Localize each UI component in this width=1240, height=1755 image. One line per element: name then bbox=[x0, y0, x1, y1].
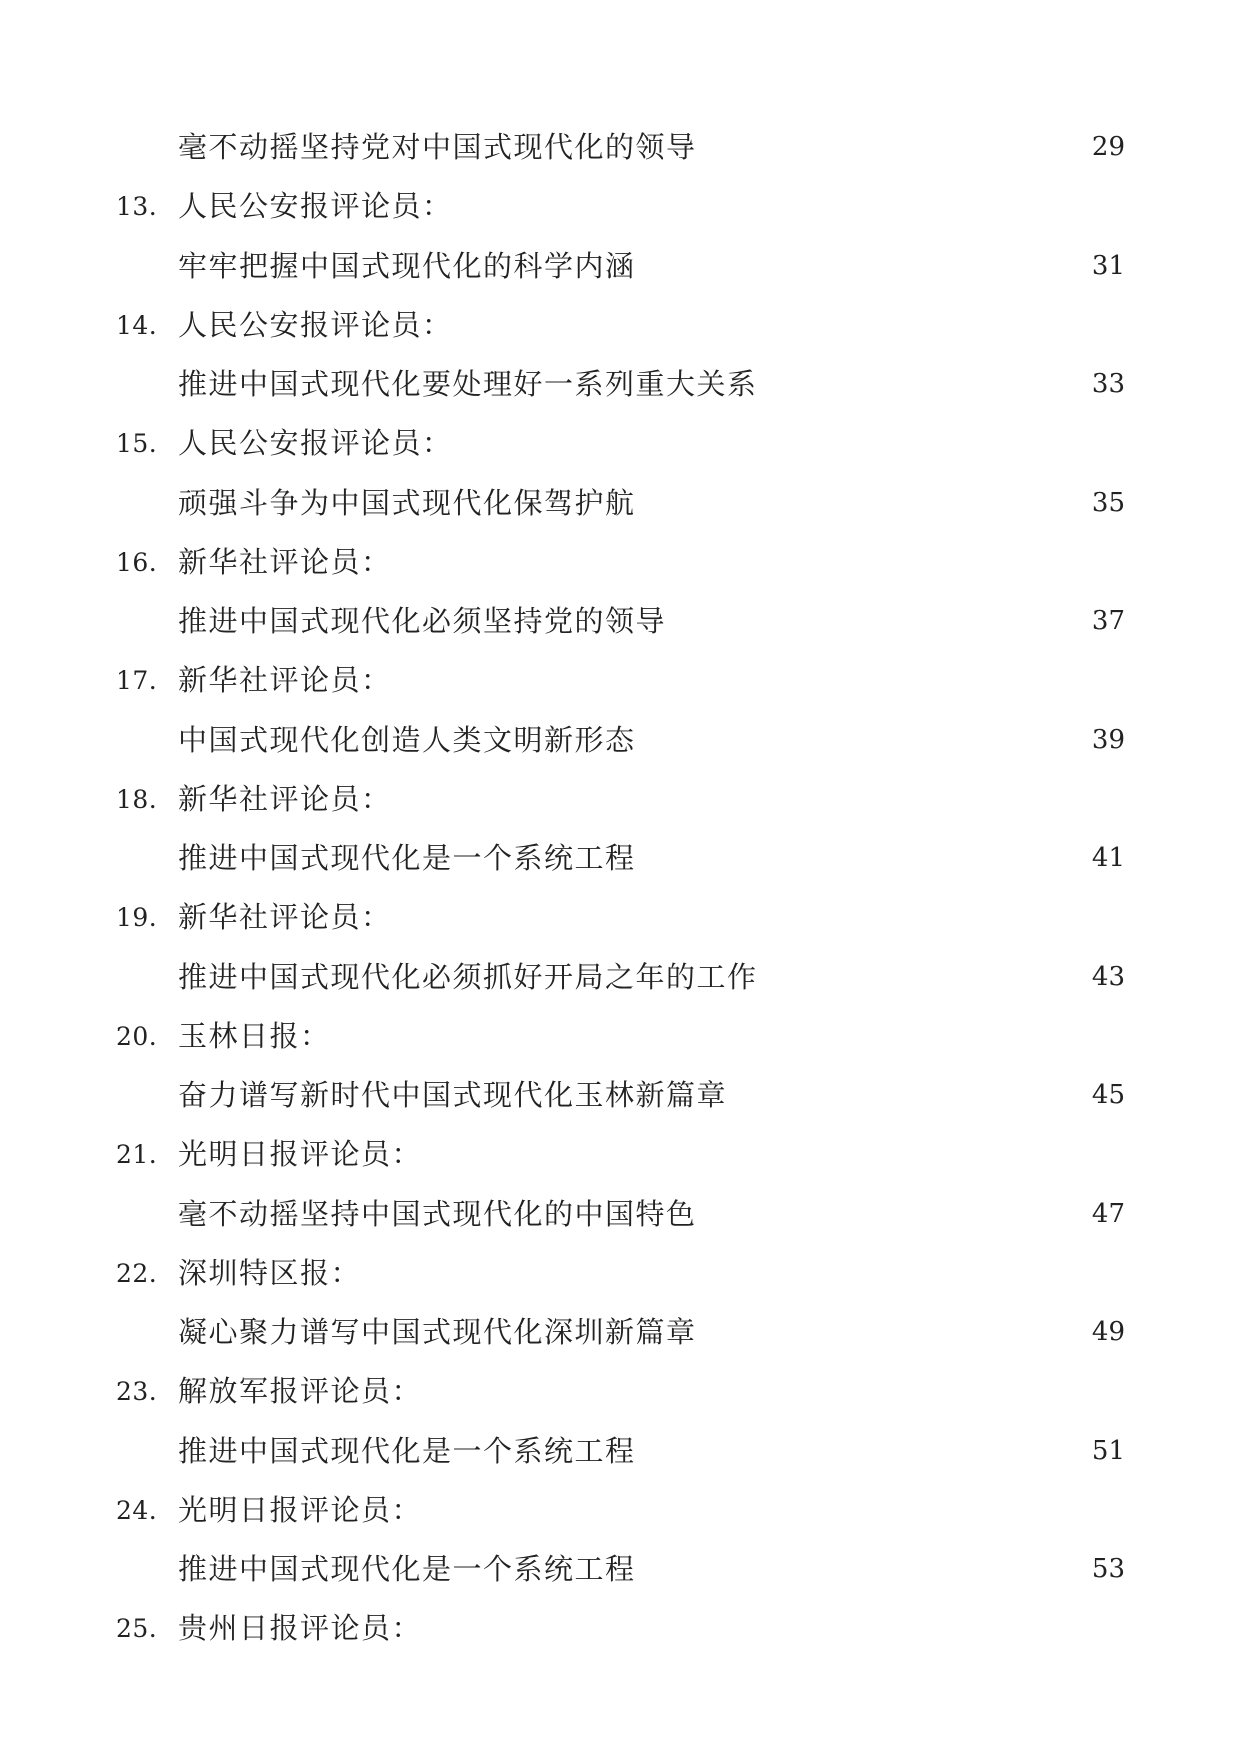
toc-entry-number: 20. bbox=[116, 1021, 158, 1051]
toc-entry-number: 14. bbox=[116, 310, 158, 340]
toc-entry-title-row bbox=[0, 355, 1240, 414]
toc-entry-title: 中国式现代化创造人类文明新形态 bbox=[178, 722, 636, 757]
toc-entry-number: 19. bbox=[116, 903, 158, 933]
toc-entry-source: 人民公安报评论员： bbox=[178, 307, 453, 342]
toc-entry-number: 21. bbox=[116, 1140, 158, 1170]
toc-entry-title: 毫不动摇坚持党对中国式现代化的领导 bbox=[178, 130, 697, 164]
toc-page-number: 43 bbox=[1091, 961, 1125, 992]
toc-entry-title: 推进中国式现代化必须抓好开局之年的工作 bbox=[178, 959, 758, 994]
toc-entry-source: 人民公安报评论员： bbox=[178, 189, 453, 224]
toc-entry-title-row bbox=[0, 829, 1240, 888]
toc-entry-heading-row[interactable] bbox=[0, 1599, 1240, 1658]
toc-entry-title: 推进中国式现代化是一个系统工程 bbox=[178, 1552, 636, 1586]
toc-entry-heading-row bbox=[0, 296, 1240, 355]
toc-entry-number: 13. bbox=[116, 192, 158, 222]
toc-entry-title: 牢牢把握中国式现代化的科学内涵 bbox=[178, 248, 636, 283]
toc-entry-source: 新华社评论员： bbox=[178, 663, 392, 698]
toc-entry[interactable] bbox=[0, 888, 1240, 1007]
toc-entry-heading-row bbox=[0, 1244, 1240, 1303]
toc-entry[interactable] bbox=[0, 1244, 1240, 1363]
toc-entry-title-row bbox=[0, 948, 1240, 1007]
toc-entry-title-row bbox=[0, 237, 1240, 296]
toc-entry-title-row bbox=[0, 1185, 1240, 1244]
toc-entry-source: 新华社评论员： bbox=[178, 544, 392, 579]
toc-entry[interactable] bbox=[0, 177, 1240, 296]
toc-entry[interactable] bbox=[0, 296, 1240, 415]
toc-page-number: 41 bbox=[1091, 843, 1125, 873]
toc-page-number: 29 bbox=[1091, 132, 1125, 162]
toc-entry-source: 解放军报评论员： bbox=[178, 1374, 423, 1409]
toc-page-number: 53 bbox=[1091, 1554, 1125, 1584]
toc-page-number: 51 bbox=[1091, 1435, 1125, 1466]
toc-entry-title-row bbox=[0, 1066, 1240, 1125]
toc-page-number: 37 bbox=[1091, 606, 1125, 636]
toc-entry-title: 推进中国式现代化是一个系统工程 bbox=[178, 1433, 636, 1468]
toc-entry-title: 推进中国式现代化必须坚持党的领导 bbox=[178, 604, 667, 638]
toc-entry[interactable] bbox=[0, 1007, 1240, 1126]
toc-entry-title-row bbox=[0, 474, 1240, 533]
toc-entry[interactable] bbox=[0, 414, 1240, 533]
toc-entry-source: 光明日报评论员： bbox=[178, 1492, 423, 1527]
toc-entry-number: 24. bbox=[116, 1495, 158, 1525]
toc-page-number: 49 bbox=[1091, 1317, 1125, 1347]
toc-entry-list bbox=[0, 177, 1240, 1599]
toc-entry[interactable] bbox=[0, 651, 1240, 770]
toc-entry-heading-row bbox=[0, 177, 1240, 236]
toc-entry-heading-row bbox=[0, 888, 1240, 947]
toc-entry[interactable] bbox=[0, 533, 1240, 652]
toc-entry-source: 玉林日报： bbox=[178, 1018, 331, 1053]
toc-page-number: 39 bbox=[1091, 724, 1125, 755]
toc-entry[interactable] bbox=[0, 1362, 1240, 1481]
toc-entry[interactable] bbox=[0, 770, 1240, 889]
toc-entry-number: 15. bbox=[116, 429, 158, 459]
toc-entry-source: 新华社评论员： bbox=[178, 900, 392, 935]
toc-entry-title-row bbox=[0, 592, 1240, 651]
toc-entry-title: 推进中国式现代化要处理好一系列重大关系 bbox=[178, 367, 758, 401]
toc-entry-title-row bbox=[0, 1422, 1240, 1481]
toc-continued-entry[interactable] bbox=[0, 118, 1240, 177]
toc-entry-title-row bbox=[0, 1540, 1240, 1599]
toc-entry[interactable] bbox=[0, 1125, 1240, 1244]
toc-entry-number: 22. bbox=[116, 1258, 158, 1288]
toc-entry-source: 人民公安报评论员： bbox=[178, 426, 453, 461]
toc-entry[interactable] bbox=[0, 1481, 1240, 1600]
toc-page-number: 45 bbox=[1091, 1080, 1125, 1110]
toc-entry-source: 深圳特区报： bbox=[178, 1255, 362, 1290]
toc-entry-title: 顽强斗争为中国式现代化保驾护航 bbox=[178, 485, 636, 520]
toc-page-number: 35 bbox=[1091, 487, 1125, 518]
toc-entry-heading-row bbox=[0, 1481, 1240, 1540]
toc-entry-heading-row bbox=[0, 770, 1240, 829]
toc-entry-number: 17. bbox=[116, 666, 158, 696]
toc-entry-heading-row bbox=[0, 1007, 1240, 1066]
toc-entry-number: 16. bbox=[116, 547, 158, 577]
toc-entry-source: 光明日报评论员： bbox=[178, 1137, 423, 1172]
toc-entry-heading-row bbox=[0, 414, 1240, 473]
toc-entry-title: 奋力谱写新时代中国式现代化玉林新篇章 bbox=[178, 1078, 728, 1112]
toc-entry-heading-row bbox=[0, 533, 1240, 592]
toc-entry-heading-row bbox=[0, 1125, 1240, 1184]
toc-entry-number: 25. bbox=[116, 1614, 158, 1644]
toc-page-number: 33 bbox=[1091, 369, 1125, 399]
toc-entry-title-row bbox=[0, 711, 1240, 770]
toc-entry-number: 23. bbox=[116, 1377, 158, 1407]
toc-page-number: 47 bbox=[1091, 1198, 1125, 1229]
toc-entry-title-row bbox=[0, 1303, 1240, 1362]
toc-entry-title: 毫不动摇坚持中国式现代化的中国特色 bbox=[178, 1196, 697, 1231]
toc-entry-heading-row bbox=[0, 651, 1240, 710]
toc-entry-source: 贵州日报评论员： bbox=[178, 1611, 423, 1646]
toc-entry-number: 18. bbox=[116, 784, 158, 814]
toc-page-number: 31 bbox=[1091, 250, 1125, 281]
toc-entry-heading-row bbox=[0, 1362, 1240, 1421]
toc-entry-title: 推进中国式现代化是一个系统工程 bbox=[178, 841, 636, 875]
toc-entry-source: 新华社评论员： bbox=[178, 781, 392, 816]
table-of-contents bbox=[0, 118, 1240, 1659]
toc-entry-title: 凝心聚力谱写中国式现代化深圳新篇章 bbox=[178, 1315, 697, 1349]
